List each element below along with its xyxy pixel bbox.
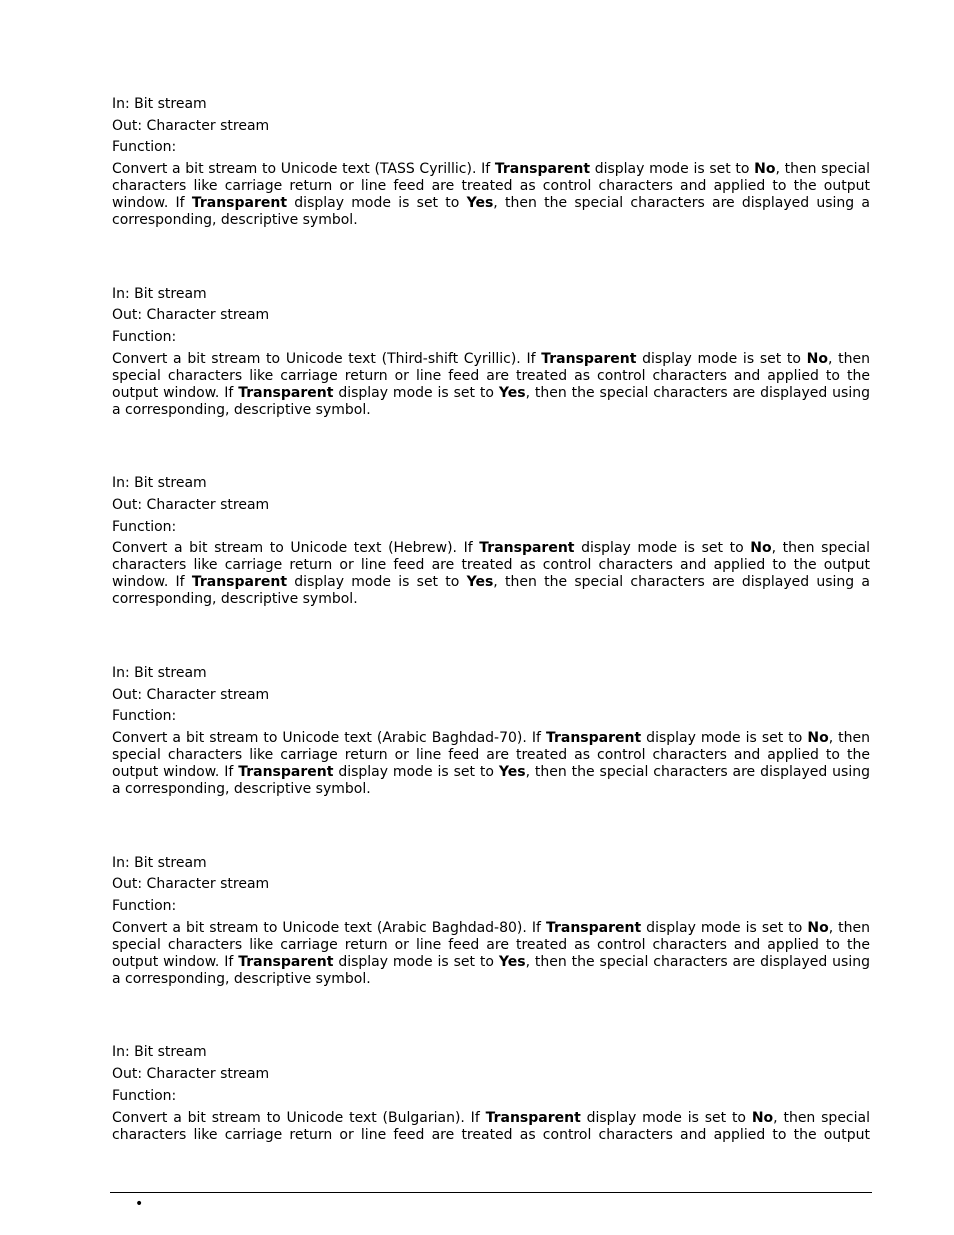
footer-bullet: •: [135, 1196, 144, 1212]
bold-no: No: [807, 920, 829, 936]
bold-no: No: [806, 351, 829, 367]
function-label: Function:: [112, 898, 177, 914]
function-description: Convert a bit stream to Unicode text (Arabic Baghdad-70). If Transparent display mode is set to No, then special characters like carriage return or line feed are treated as control characters and applied to the output window. If Transparent display mode is set to Yes, then the special characters are displayed using a corresponding, descriptive symbol.: [112, 730, 871, 797]
bold-transparent: Transparent: [485, 1110, 581, 1126]
function-label: Function:: [112, 329, 177, 345]
function-description: Convert a bit stream to Unicode text (Hebrew). If Transparent display mode is set to No, then special characters like carriage return or line feed are treated as control characters and applied to the output window. If Transparent display mode is set to Yes, then the special characters are displayed using a corresponding, descriptive symbol.: [112, 540, 871, 607]
input-type-label: In: Bit stream: [112, 96, 207, 112]
bold-no: No: [754, 161, 776, 177]
function-label: Function:: [112, 1088, 177, 1104]
input-type-label: In: Bit stream: [112, 475, 207, 491]
input-type-label: In: Bit stream: [112, 1044, 207, 1060]
bold-no: No: [807, 730, 829, 746]
output-type-label: Out: Character stream: [112, 307, 270, 323]
bold-transparent: Transparent: [545, 730, 642, 746]
function-description: Convert a bit stream to Unicode text (Third-shift Cyrillic). If Transparent display mode is set to No, then special characters like carriage return or line feed are treated as control characters and applied to the output window. If Transparent display mode is set to Yes, then the special characters are displayed using a corresponding, descriptive symbol.: [112, 351, 871, 418]
function-label: Function:: [112, 139, 177, 155]
bold-transparent: Transparent: [494, 161, 591, 177]
bold-yes: Yes: [466, 195, 494, 211]
output-type-label: Out: Character stream: [112, 118, 270, 134]
output-type-label: Out: Character stream: [112, 876, 270, 892]
bold-transparent: Transparent: [191, 195, 288, 211]
document-page: [112, 0, 870, 1235]
bold-transparent: Transparent: [479, 540, 575, 556]
function-label: Function:: [112, 708, 177, 724]
footer-divider: [110, 1192, 872, 1193]
bold-yes: Yes: [498, 385, 526, 401]
function-description: Convert a bit stream to Unicode text (Arabic Baghdad-80). If Transparent display mode is set to No, then special characters like carriage return or line feed are treated as control characters and applied to the output window. If Transparent display mode is set to Yes, then the special characters are displayed using a corresponding, descriptive symbol.: [112, 920, 871, 987]
bold-transparent: Transparent: [238, 385, 334, 401]
bold-yes: Yes: [466, 574, 494, 590]
output-type-label: Out: Character stream: [112, 687, 270, 703]
output-type-label: Out: Character stream: [112, 1066, 270, 1082]
bold-transparent: Transparent: [238, 764, 334, 780]
bold-no: No: [750, 540, 772, 556]
bold-transparent: Transparent: [238, 954, 334, 970]
function-description: Convert a bit stream to Unicode text (TASS Cyrillic). If Transparent display mode is set to No, then special characters like carriage return or line feed are treated as control characters and applied to the output window. If Transparent display mode is set to Yes, then the special characters are displayed using a corresponding, descriptive symbol.: [112, 161, 871, 228]
function-description: Convert a bit stream to Unicode text (Bulgarian). If Transparent display mode is set to No, then special characters like carriage return or line feed are treated as control characters and applied to the output: [112, 1110, 870, 1143]
input-type-label: In: Bit stream: [112, 855, 207, 871]
input-type-label: In: Bit stream: [112, 286, 207, 302]
output-type-label: Out: Character stream: [112, 497, 270, 513]
bold-yes: Yes: [498, 764, 526, 780]
function-label: Function:: [112, 519, 177, 535]
bold-yes: Yes: [498, 954, 526, 970]
bold-transparent: Transparent: [545, 920, 642, 936]
bold-transparent: Transparent: [191, 574, 288, 590]
bold-no: No: [751, 1110, 774, 1126]
bold-transparent: Transparent: [541, 351, 637, 367]
input-type-label: In: Bit stream: [112, 665, 207, 681]
